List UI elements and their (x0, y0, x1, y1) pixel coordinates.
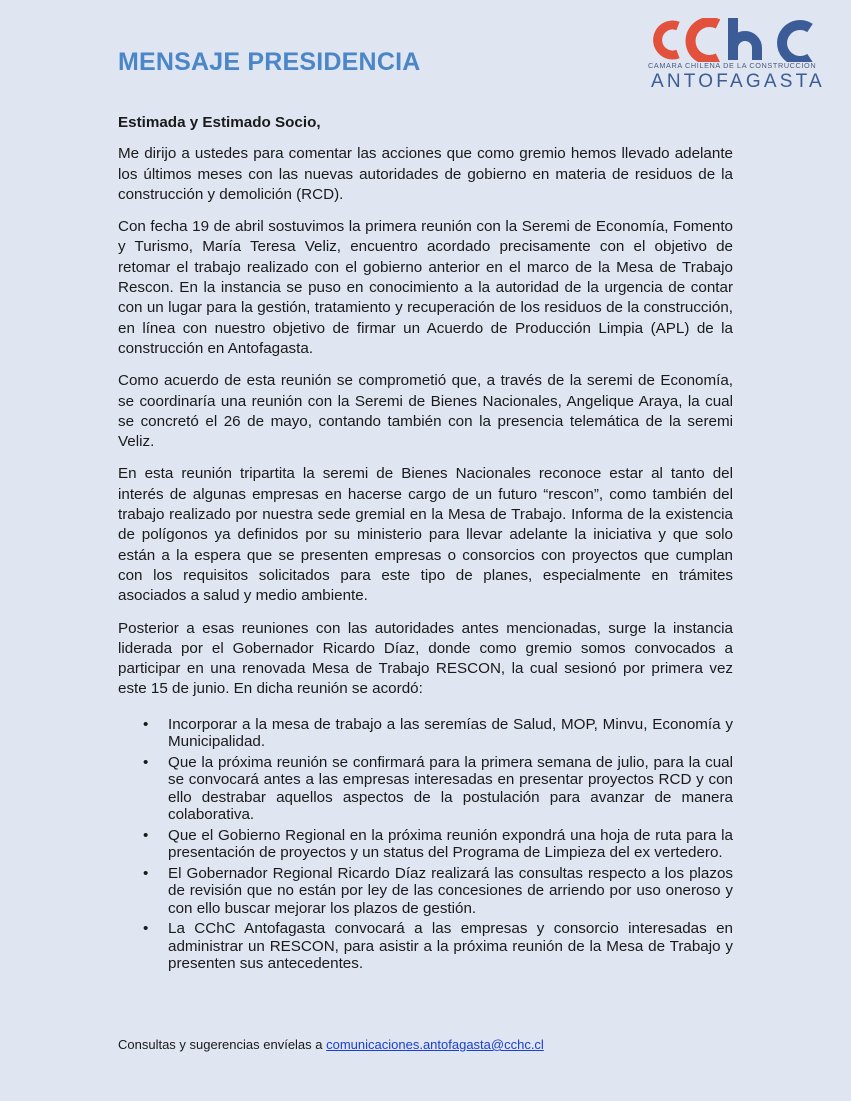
bullet-icon: • (143, 864, 149, 882)
list-item (143, 864, 733, 918)
logo-subtitle: CAMARA CHILENA DE LA CONSTRUCCION (648, 61, 817, 70)
list-item-text: Incorporar a la mesa de trabajo a las seremías de Salud, MOP, Minvu, Economía y Municipalidad. (168, 715, 733, 751)
greeting: Estimada y Estimado Socio, (118, 114, 321, 131)
footer (118, 1037, 544, 1052)
list-item-text: Que el Gobierno Regional en la próxima reunión expondrá una hoja de ruta para la presentación de proyectos y un status del Programa de Limpieza del ex vertedero. (168, 826, 733, 862)
logo-city: ANTOFAGASTA (651, 71, 825, 92)
bullet-icon: • (143, 920, 149, 938)
footer-text: Consultas y sugerencias envíelas a (118, 1037, 327, 1052)
paragraph-3: Como acuerdo de esta reunión se comprometió que, a través de la seremi de Economía, se coordinaría una reunión con la Seremi de Bienes Nacionales, Angelique Araya, la cual se concretó el 26 de mayo, contando también con la presencia telemática de la seremi Veliz. (118, 372, 733, 451)
cchc-logo-mark-icon (648, 18, 814, 62)
bullet-icon: • (143, 715, 149, 733)
agreements-list (118, 716, 733, 973)
list-item (143, 826, 733, 862)
list-item-text: Que la próxima reunión se confirmará para la primera semana de julio, para la cual se convocará antes a las empresas interesadas en presentar proyectos RCD y con ello destrabar aquellos aspectos de la postulación para avanzar de manera colaborativa. (168, 753, 733, 824)
list-item-text: El Gobernador Regional Ricardo Díaz realizará las consultas respecto a los plazos de revisión que no están por ley de las concesiones de arriendo por uso oneroso y con ello buscar mejorar los plazos de gestión. (168, 864, 733, 917)
page-title: MENSAJE PRESIDENCIA (118, 48, 421, 76)
bullet-icon: • (143, 753, 149, 771)
bullet-icon: • (143, 826, 149, 844)
list-item-text: La CChC Antofagasta convocará a las empresas y consorcio interesadas en administrar un RESCON, para asistir a la próxima reunión de la Mesa de Trabajo y presenten sus antecedentes. (168, 920, 733, 973)
contact-email-link[interactable]: comunicaciones.antofagasta@cchc.cl (326, 1037, 544, 1052)
list-item (143, 920, 733, 973)
paragraph-1: Me dirijo a ustedes para comentar las acciones que como gremio hemos llevado adelante los últimos meses con las nuevas autoridades de gobierno en materia de residuos de la construcción y demolición (RCD). (118, 145, 733, 203)
paragraph-5: Posterior a esas reuniones con las autoridades antes mencionadas, surge la instancia liderada por el Gobernador Ricardo Díaz, donde como gremio somos convocados a participar en una renovada Mesa de Trabajo RESCON, la cual sesionó por primera vez este 15 de junio. En dicha reunión se acordó: (118, 619, 733, 698)
list-item (143, 715, 733, 751)
letter-body (118, 113, 733, 976)
cchc-logo (648, 18, 825, 94)
list-item (143, 753, 733, 824)
paragraph-2: Con fecha 19 de abril sostuvimos la primera reunión con la Seremi de Economía, Fomento y Turismo, María Teresa Veliz, encuentro acordado precisamente con el objetivo de retomar el trabajo realizado con el gobierno anterior en el marco de la Mesa de Trabajo Rescon. En la instancia se puso en conocimiento a la autoridad de la urgencia de contar con un lugar para la gestión, tratamiento y recuperación de los residuos de la construcción, en línea con nuestro objetivo de firmar un Acuerdo de Producción Limpia (APL) de la construcción en Antofagasta. (118, 218, 733, 357)
paragraph-4: En esta reunión tripartita la seremi de Bienes Nacionales reconoce estar al tanto del interés de algunas empresas en hacerse cargo de un futuro “rescon”, como también del trabajo realizado por nuestra sede gremial en la Mesa de Trabajo. Informa de la existencia de polígonos ya definidos por su ministerio para llevar adelante la iniciativa y que solo están a la espera que se presenten empresas o consorcios con proyectos que cumplan con los requisitos solicitados para este tipo de planes, especialmente en trámites asociados a salud y medio ambiente. (118, 465, 733, 605)
